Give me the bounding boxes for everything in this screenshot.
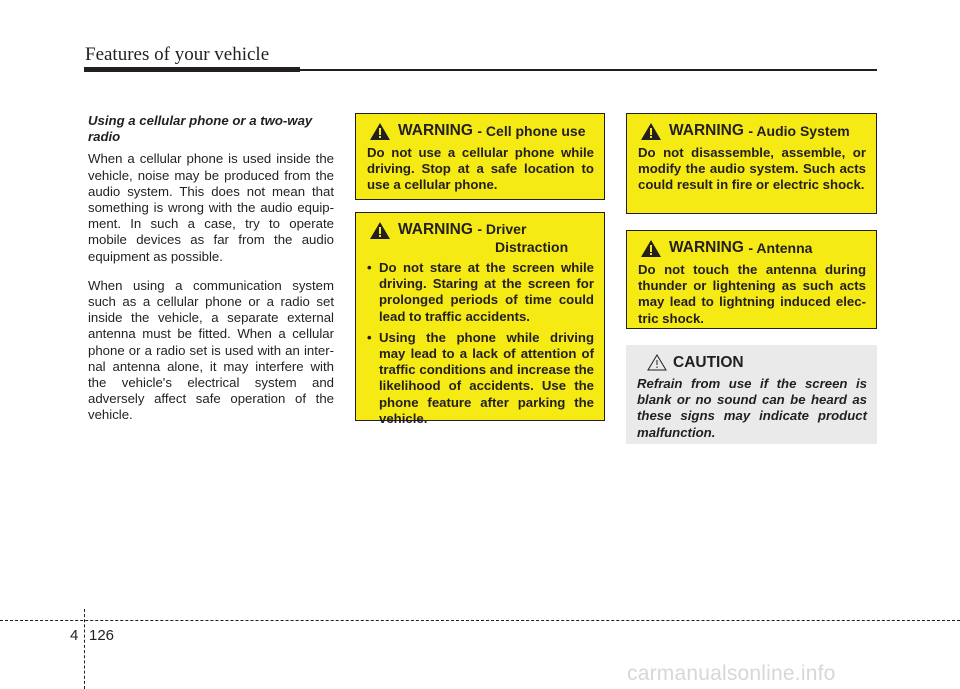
warning-triangle-icon: [370, 123, 390, 140]
warning-label: WARNING: [398, 221, 473, 238]
footer-rule: [0, 620, 960, 621]
header-rule: [300, 69, 877, 71]
warning-triangle-icon: [641, 240, 661, 257]
footer-divider: [84, 609, 85, 689]
page-header-title: Features of your vehicle: [85, 44, 270, 65]
caution-label: CAUTION: [673, 354, 744, 371]
caution-triangle-icon: [647, 354, 667, 371]
warning-topic: - Cell phone use: [477, 123, 586, 139]
list-item-text: Do not stare at the screen while driving. Staring at the screen for prolonged periods of time could lead to traffic accidents.: [379, 260, 594, 324]
warning-triangle-icon: [370, 222, 390, 239]
left-column: [88, 113, 334, 437]
caution-box: [626, 345, 877, 444]
list-item-text: Using the phone while driving may lead to a lack of attention of traffic conditions and increase the likelihood of accidents. Use the phone feature after parking the vehicle.: [379, 329, 594, 426]
header-bar: [84, 67, 300, 72]
chapter-number: 4: [70, 627, 79, 644]
section-subheading: Using a cellular phone or a two-way radio: [88, 113, 313, 145]
warning-topic: - Antenna: [748, 240, 813, 256]
watermark: carmanualsonline.info: [627, 662, 836, 685]
paragraph-1: When a cellular phone is used inside the vehicle, noise may be produced from the audio system. This does not mean that something is wrong with the audio equip-ment. In such a case, try to operate mobile devices as far from the audio equipment as possible.: [88, 151, 334, 264]
warning-topic: - Driver: [477, 221, 527, 237]
warning-triangle-icon: [641, 123, 661, 140]
page-number: 126: [89, 627, 115, 644]
warning-label: WARNING: [669, 122, 744, 139]
warning-audio-system-box: [626, 113, 877, 214]
warning-text: Do not disassemble, assemble, or modify the audio system. Such acts could result in fire or electric shock.: [638, 145, 866, 193]
caution-text: Refrain from use if the screen is blank or no sound can be heard as these signs may indicate product malfunction.: [637, 376, 867, 440]
warning-cell-phone-box: [355, 113, 605, 200]
warning-bullet-list: [367, 260, 594, 427]
list-item: • Do not stare at the screen while driving. Staring at the screen for prolonged periods of time could lead to traffic accidents.: [367, 260, 594, 324]
warning-topic-line2: Distraction: [495, 239, 569, 255]
warning-driver-distraction-box: [355, 212, 605, 426]
warning-label: WARNING: [669, 239, 744, 256]
paragraph-2: When using a communication system such as a cellular phone or a radio set inside the vehicle, a separate external antenna must be fitted. When a cellular phone or a radio set is used with an inter-nal antenna alone, it may interfere with the vehicle's electrical system and adversely affect safe operation of the vehicle.: [88, 277, 334, 423]
warning-topic: - Audio System: [748, 123, 850, 139]
warning-label: WARNING: [398, 122, 473, 139]
warning-text: Do not use a cellular phone while driving. Stop at a safe location to use a cellular phone.: [367, 145, 594, 193]
list-item: • Using the phone while driving may lead to a lack of attention of traffic conditions and increase the likelihood of accidents. Use the phone feature after parking the vehicle.: [367, 329, 594, 426]
warning-text: Do not touch the antenna during thunder or lightening as such acts may lead to lightning induced elec-tric shock.: [638, 262, 866, 326]
warning-antenna-box: [626, 230, 877, 329]
